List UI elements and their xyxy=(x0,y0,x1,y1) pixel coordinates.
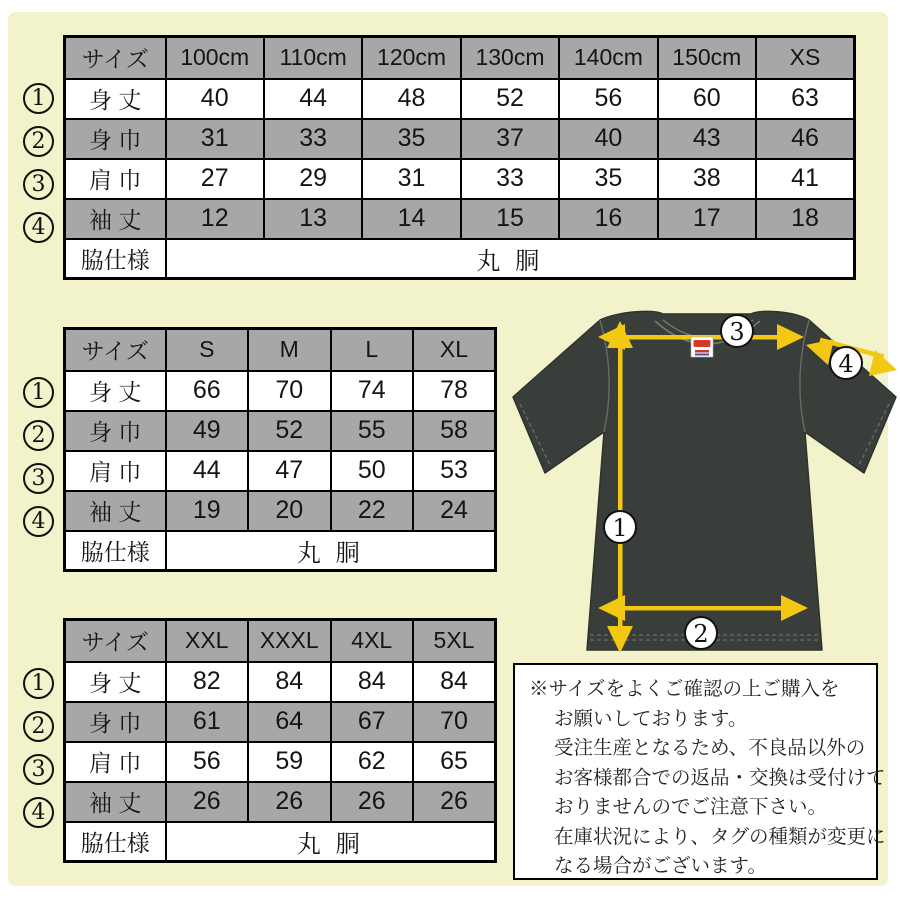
table-row xyxy=(65,491,496,531)
size-table-kids xyxy=(63,35,856,280)
column-header: 110cm xyxy=(264,37,362,79)
size-cell: 14 xyxy=(362,199,460,239)
size-cell: 44 xyxy=(166,451,249,491)
diagram-label-1: 1 xyxy=(612,514,628,542)
size-cell: 40 xyxy=(166,79,264,119)
table-row xyxy=(65,702,496,742)
table-footer-row xyxy=(65,822,496,862)
column-header: サイズ xyxy=(65,620,166,662)
circled-number-1: 1 xyxy=(23,668,54,699)
row-label: 身 丈 xyxy=(65,371,166,411)
size-cell: 35 xyxy=(362,119,460,159)
row-label: 脇仕様 xyxy=(65,822,166,862)
size-cell: 59 xyxy=(248,742,331,782)
row-label: 脇仕様 xyxy=(65,531,166,571)
column-header: 120cm xyxy=(362,37,460,79)
side-spec-value: 丸 胴 xyxy=(166,531,496,571)
size-cell: 78 xyxy=(413,371,496,411)
table-row xyxy=(65,199,855,239)
column-header: XXXL xyxy=(248,620,331,662)
table-footer-row xyxy=(65,239,855,279)
size-cell: 65 xyxy=(413,742,496,782)
size-cell: 58 xyxy=(413,411,496,451)
size-table-big xyxy=(63,618,497,863)
size-cell: 56 xyxy=(166,742,249,782)
size-cell: 38 xyxy=(658,159,756,199)
table-row xyxy=(65,159,855,199)
size-cell: 37 xyxy=(461,119,559,159)
size-cell: 40 xyxy=(559,119,657,159)
column-header: 150cm xyxy=(658,37,756,79)
size-cell: 16 xyxy=(559,199,657,239)
table-row xyxy=(65,411,496,451)
table-row xyxy=(65,782,496,822)
note-line: ※サイズをよくご確認の上ご購入を xyxy=(529,678,840,700)
row-label: 袖 丈 xyxy=(65,199,166,239)
table-header-row xyxy=(65,620,496,662)
size-cell: 12 xyxy=(166,199,264,239)
size-cell: 84 xyxy=(331,662,414,702)
size-cell: 44 xyxy=(264,79,362,119)
column-header: M xyxy=(248,329,331,371)
size-cell: 56 xyxy=(559,79,657,119)
size-cell: 26 xyxy=(413,782,496,822)
table-row xyxy=(65,79,855,119)
collar-brand-tag xyxy=(691,337,713,357)
table-row xyxy=(65,742,496,782)
circled-number-2: 2 xyxy=(23,420,54,451)
size-cell: 31 xyxy=(362,159,460,199)
size-cell: 24 xyxy=(413,491,496,531)
row-label: 身 巾 xyxy=(65,702,166,742)
size-cell: 70 xyxy=(248,371,331,411)
circled-number-2: 2 xyxy=(23,126,54,157)
circled-number-3: 3 xyxy=(23,463,54,494)
circled-number-4: 4 xyxy=(23,506,54,537)
size-cell: 15 xyxy=(461,199,559,239)
column-header: 130cm xyxy=(461,37,559,79)
size-cell: 41 xyxy=(756,159,854,199)
size-cell: 64 xyxy=(248,702,331,742)
diagram-label-3: 3 xyxy=(729,318,745,346)
note-line: お願いしております。 xyxy=(554,707,748,730)
diagram-label-4: 4 xyxy=(838,350,854,378)
table-header-row xyxy=(65,37,855,79)
size-table-adult xyxy=(63,327,497,572)
note-line: お客様都合での返品・交換は受付けて xyxy=(554,766,886,789)
size-cell: 26 xyxy=(248,782,331,822)
table-footer-row xyxy=(65,531,496,571)
size-cell: 84 xyxy=(413,662,496,702)
size-cell: 48 xyxy=(362,79,460,119)
size-cell: 18 xyxy=(756,199,854,239)
size-cell: 60 xyxy=(658,79,756,119)
row-label: 身 丈 xyxy=(65,662,166,702)
row-label: 身 巾 xyxy=(65,119,166,159)
size-cell: 74 xyxy=(331,371,414,411)
size-cell: 63 xyxy=(756,79,854,119)
column-header: 5XL xyxy=(413,620,496,662)
size-cell: 47 xyxy=(248,451,331,491)
side-spec-value: 丸 胴 xyxy=(166,239,855,279)
circled-number-1: 1 xyxy=(23,83,54,114)
diagram-label-2: 2 xyxy=(693,620,709,648)
circled-number-3: 3 xyxy=(23,754,54,785)
circled-number-2: 2 xyxy=(23,711,54,742)
column-header: XL xyxy=(413,329,496,371)
table-header-row xyxy=(65,329,496,371)
size-cell: 50 xyxy=(331,451,414,491)
size-cell: 26 xyxy=(331,782,414,822)
size-cell: 27 xyxy=(166,159,264,199)
table-row xyxy=(65,371,496,411)
size-cell: 35 xyxy=(559,159,657,199)
column-header: L xyxy=(331,329,414,371)
size-cell: 55 xyxy=(331,411,414,451)
size-cell: 22 xyxy=(331,491,414,531)
size-cell: 43 xyxy=(658,119,756,159)
row-label: 袖 丈 xyxy=(65,782,166,822)
size-cell: 70 xyxy=(413,702,496,742)
table-row xyxy=(65,119,855,159)
size-cell: 61 xyxy=(166,702,249,742)
row-label: 身 巾 xyxy=(65,411,166,451)
size-cell: 33 xyxy=(264,119,362,159)
size-cell: 62 xyxy=(331,742,414,782)
row-label: 肩 巾 xyxy=(65,159,166,199)
column-header: XXL xyxy=(166,620,249,662)
size-cell: 17 xyxy=(658,199,756,239)
size-cell: 66 xyxy=(166,371,249,411)
size-cell: 82 xyxy=(166,662,249,702)
column-header: 140cm xyxy=(559,37,657,79)
side-spec-value: 丸 胴 xyxy=(166,822,496,862)
column-header: 100cm xyxy=(166,37,264,79)
size-cell: 52 xyxy=(248,411,331,451)
row-label: 身 丈 xyxy=(65,79,166,119)
row-label: 肩 巾 xyxy=(65,742,166,782)
size-cell: 67 xyxy=(331,702,414,742)
size-cell: 26 xyxy=(166,782,249,822)
size-cell: 84 xyxy=(248,662,331,702)
note-line: なる場合がございます。 xyxy=(554,855,767,877)
note-line: 受注生産となるため、不良品以外の xyxy=(554,737,866,759)
circled-number-1: 1 xyxy=(23,377,54,408)
table-row xyxy=(65,451,496,491)
column-header: 4XL xyxy=(331,620,414,662)
column-header: S xyxy=(166,329,249,371)
size-cell: 33 xyxy=(461,159,559,199)
size-cell: 49 xyxy=(166,411,249,451)
row-label: 肩 巾 xyxy=(65,451,166,491)
note-line: 在庫状況により、タグの種類が変更に xyxy=(554,825,886,848)
table-row xyxy=(65,662,496,702)
row-label: 脇仕様 xyxy=(65,239,166,279)
column-header: サイズ xyxy=(65,37,166,79)
column-header: サイズ xyxy=(65,329,166,371)
size-cell: 53 xyxy=(413,451,496,491)
circled-number-3: 3 xyxy=(23,169,54,200)
size-cell: 19 xyxy=(166,491,249,531)
size-cell: 13 xyxy=(264,199,362,239)
size-cell: 20 xyxy=(248,491,331,531)
column-header: XS xyxy=(756,37,854,79)
tshirt-measurement-diagram xyxy=(505,305,900,660)
size-cell: 52 xyxy=(461,79,559,119)
circled-number-4: 4 xyxy=(23,212,54,243)
circled-number-4: 4 xyxy=(23,797,54,828)
note-line: おりませんのでご注意下さい。 xyxy=(554,796,828,818)
size-cell: 29 xyxy=(264,159,362,199)
purchase-note-box xyxy=(513,663,886,880)
size-cell: 31 xyxy=(166,119,264,159)
row-label: 袖 丈 xyxy=(65,491,166,531)
size-cell: 46 xyxy=(756,119,854,159)
